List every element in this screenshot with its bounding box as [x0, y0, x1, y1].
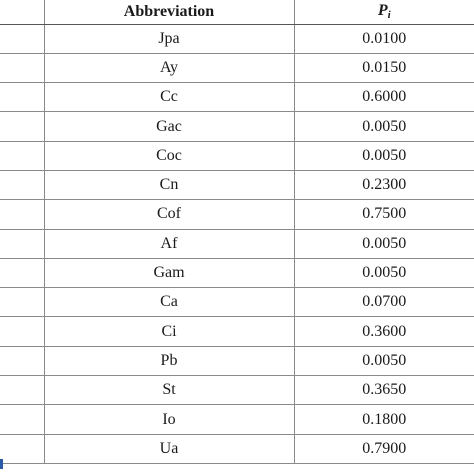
row-left-cut-cell	[0, 317, 44, 346]
table-row	[0, 24, 474, 53]
header-pi	[294, 0, 474, 24]
row-pi-value: 0.3600	[294, 317, 474, 346]
row-left-cut-cell	[0, 24, 44, 53]
row-abbreviation: Pb	[44, 346, 294, 375]
row-abbreviation: Cn	[44, 170, 294, 199]
row-abbreviation: Cc	[44, 83, 294, 112]
row-abbreviation: Io	[44, 405, 294, 434]
header-row	[0, 0, 474, 24]
row-left-cut-cell	[0, 376, 44, 405]
row-pi-value: 0.0050	[294, 229, 474, 258]
corner-accent-mark	[0, 459, 3, 469]
table-row	[0, 376, 474, 405]
row-abbreviation: Ci	[44, 317, 294, 346]
row-left-cut-cell	[0, 346, 44, 375]
row-abbreviation: Gac	[44, 112, 294, 141]
table-row	[0, 83, 474, 112]
table-row	[0, 317, 474, 346]
row-pi-value: 0.0150	[294, 53, 474, 82]
row-abbreviation: Ua	[44, 434, 294, 463]
table-row	[0, 258, 474, 287]
row-pi-value: 0.3650	[294, 376, 474, 405]
row-left-cut-cell	[0, 288, 44, 317]
row-left-cut-cell	[0, 200, 44, 229]
table-body	[0, 24, 474, 463]
header-abbreviation: Abbreviation	[44, 0, 294, 24]
table-row	[0, 53, 474, 82]
table-row	[0, 229, 474, 258]
row-left-cut-cell	[0, 405, 44, 434]
row-pi-value: 0.2300	[294, 170, 474, 199]
table-row	[0, 405, 474, 434]
row-left-cut-cell	[0, 229, 44, 258]
row-pi-value: 0.0050	[294, 258, 474, 287]
row-left-cut-cell	[0, 112, 44, 141]
row-abbreviation: Ca	[44, 288, 294, 317]
table-row	[0, 141, 474, 170]
row-pi-value: 0.1800	[294, 405, 474, 434]
row-pi-value: 0.6000	[294, 83, 474, 112]
row-abbreviation: St	[44, 376, 294, 405]
row-left-cut-cell	[0, 258, 44, 287]
row-abbreviation: Cof	[44, 200, 294, 229]
row-pi-value: 0.7900	[294, 434, 474, 463]
header-pi-subscript: i	[387, 9, 391, 22]
row-left-cut-cell	[0, 83, 44, 112]
table-row	[0, 112, 474, 141]
table-row	[0, 170, 474, 199]
table-row	[0, 288, 474, 317]
row-pi-value: 0.0100	[294, 24, 474, 53]
table-header	[0, 0, 474, 24]
row-abbreviation: Ay	[44, 53, 294, 82]
row-left-cut-cell	[0, 53, 44, 82]
row-abbreviation: Gam	[44, 258, 294, 287]
row-abbreviation: Jpa	[44, 24, 294, 53]
row-left-cut-cell	[0, 170, 44, 199]
table-row	[0, 200, 474, 229]
row-pi-value: 0.0050	[294, 141, 474, 170]
row-pi-value: 0.0050	[294, 112, 474, 141]
table-row	[0, 346, 474, 375]
row-left-cut-cell	[0, 141, 44, 170]
row-pi-value: 0.0700	[294, 288, 474, 317]
row-pi-value: 0.0050	[294, 346, 474, 375]
header-cell-left-cut	[0, 0, 44, 24]
row-abbreviation: Coc	[44, 141, 294, 170]
row-abbreviation: Af	[44, 229, 294, 258]
table-row	[0, 434, 474, 463]
row-pi-value: 0.7500	[294, 200, 474, 229]
header-pi-symbol: P	[377, 2, 388, 20]
row-left-cut-cell	[0, 434, 44, 463]
